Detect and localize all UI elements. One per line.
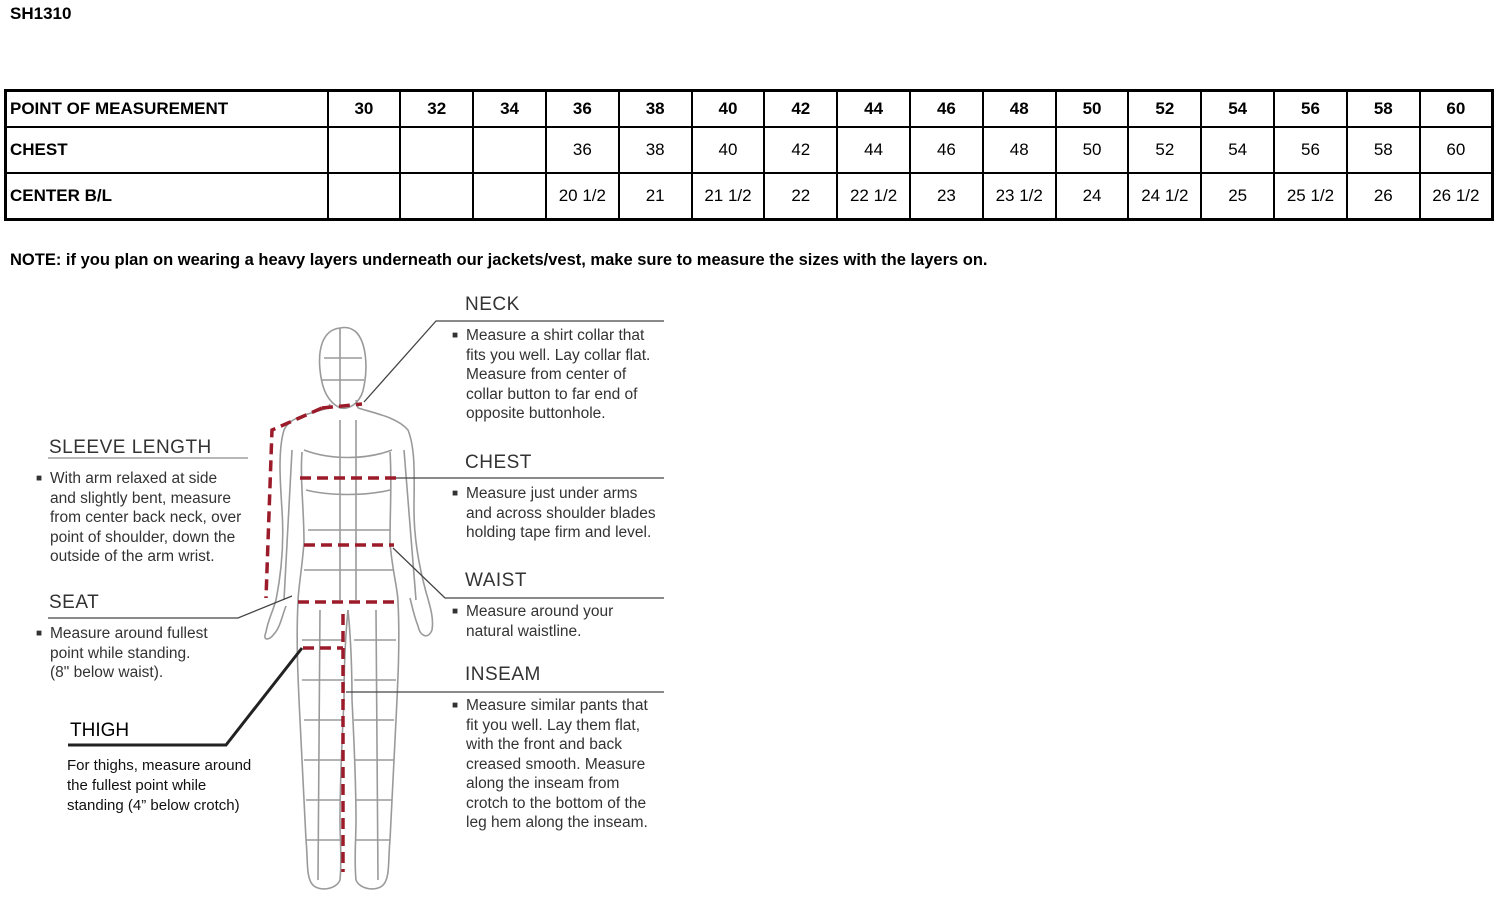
inseam-line: fit you well. Lay them flat, [466, 716, 641, 734]
layer-note: NOTE: if you plan on wearing a heavy layers underneath our jackets/vest, make sure to measure the sizes with the layers on. [10, 251, 988, 269]
seat-line: point while standing. [50, 644, 191, 662]
sleeve-length-title: SLEEVE LENGTH [49, 437, 212, 458]
table-cell: 46 [910, 127, 983, 173]
chest-description [452, 484, 656, 543]
header-label: POINT OF MEASUREMENT [6, 91, 328, 128]
size-header-cell: 52 [1128, 91, 1201, 128]
chest-title: CHEST [465, 452, 532, 473]
table-cell [400, 127, 473, 173]
table-cell: 52 [1128, 127, 1201, 173]
sleeve-line: With arm relaxed at side [50, 470, 218, 487]
inseam-description [452, 696, 648, 833]
size-header-cell: 46 [910, 91, 983, 128]
table-cell: 23 [910, 173, 983, 220]
thigh-title: THIGH [70, 720, 130, 741]
table-cell: 22 [764, 173, 837, 220]
inseam-line: Measure similar pants that [466, 697, 648, 714]
waist-line: Measure around your [466, 603, 614, 620]
row-label: CHEST [6, 127, 328, 173]
table-cell: 25 [1201, 173, 1274, 220]
square-bullet-icon: ■ [452, 700, 459, 711]
square-bullet-icon: ■ [36, 473, 43, 484]
square-bullet-icon: ■ [452, 488, 459, 499]
neck-line: Measure a shirt collar that [466, 327, 645, 344]
table-cell: 21 1/2 [692, 173, 765, 220]
waist-description [452, 602, 614, 641]
table-cell [328, 127, 401, 173]
waist-title: WAIST [465, 570, 527, 591]
table-cell: 58 [1347, 127, 1420, 173]
sleeve-line: from center back neck, over [50, 509, 242, 526]
sleeve-line: outside of the arm wrist. [50, 548, 215, 565]
thigh-line: For thighs, measure around [67, 757, 252, 774]
inseam-title: INSEAM [465, 664, 541, 685]
table-cell: 54 [1201, 127, 1274, 173]
inseam-line: leg hem along the inseam. [466, 814, 648, 831]
size-header-cell: 38 [619, 91, 692, 128]
inseam-line: along the inseam from [466, 775, 620, 792]
size-header-cell: 54 [1201, 91, 1274, 128]
table-cell: 20 1/2 [546, 173, 619, 220]
inseam-line: creased smooth. Measure [466, 755, 646, 773]
size-header-cell: 32 [400, 91, 473, 128]
thigh-line: standing (4” below crotch) [67, 797, 240, 814]
table-cell [400, 173, 473, 220]
table-cell: 26 1/2 [1420, 173, 1493, 220]
thigh-description [67, 756, 251, 816]
table-cell [473, 127, 546, 173]
size-header-cell: 36 [546, 91, 619, 128]
table-cell [473, 173, 546, 220]
table-row [6, 173, 1493, 220]
table-cell: 24 1/2 [1128, 173, 1201, 220]
table-cell: 40 [692, 127, 765, 173]
table-cell: 21 [619, 173, 692, 220]
table-cell: 42 [764, 127, 837, 173]
neck-line: fits you well. Lay collar flat. [466, 346, 651, 364]
table-header-row [6, 91, 1493, 128]
seat-line: (8" below waist). [50, 664, 164, 681]
size-header-cell: 60 [1420, 91, 1493, 128]
sleeve-length-description [36, 469, 242, 567]
seat-line: Measure around fullest [50, 625, 208, 642]
neck-line: Measure from center of [466, 366, 627, 383]
neck-line: opposite buttonhole. [466, 405, 606, 422]
table-cell [328, 173, 401, 220]
sleeve-line: point of shoulder, down the [50, 528, 236, 546]
inseam-line: with the front and back [466, 736, 622, 753]
table-cell: 50 [1056, 127, 1129, 173]
square-bullet-icon: ■ [452, 330, 459, 341]
seat-title: SEAT [49, 592, 100, 613]
size-header-cell: 40 [692, 91, 765, 128]
neck-line: collar button to far end of [466, 385, 638, 403]
size-header-cell: 42 [764, 91, 837, 128]
table-cell: 60 [1420, 127, 1493, 173]
square-bullet-icon: ■ [36, 628, 43, 639]
inseam-line: crotch to the bottom of the [466, 794, 647, 812]
size-header-cell: 30 [328, 91, 401, 128]
table-cell: 23 1/2 [983, 173, 1056, 220]
sleeve-line: and slightly bent, measure [50, 489, 231, 507]
table-cell: 24 [1056, 173, 1129, 220]
thigh-line: the fullest point while [67, 777, 207, 794]
table-cell: 25 1/2 [1274, 173, 1347, 220]
size-header-cell: 56 [1274, 91, 1347, 128]
model-code: SH1310 [10, 4, 72, 23]
size-header-cell: 58 [1347, 91, 1420, 128]
table-cell: 22 1/2 [837, 173, 910, 220]
waist-line: natural waistline. [466, 622, 582, 640]
neck-description [452, 326, 651, 424]
size-header-cell: 44 [837, 91, 910, 128]
size-chart-table [4, 89, 1494, 221]
neck-title: NECK [465, 294, 520, 315]
table-cell: 48 [983, 127, 1056, 173]
seat-description [36, 624, 208, 683]
square-bullet-icon: ■ [452, 606, 459, 617]
chest-line: holding tape firm and level. [466, 524, 652, 541]
table-cell: 38 [619, 127, 692, 173]
table-cell: 26 [1347, 173, 1420, 220]
size-header-cell: 48 [983, 91, 1056, 128]
row-label: CENTER B/L [6, 173, 328, 220]
chest-line: Measure just under arms [466, 485, 638, 502]
chest-line: and across shoulder blades [466, 504, 656, 522]
size-header-cell: 34 [473, 91, 546, 128]
table-cell: 36 [546, 127, 619, 173]
table-cell: 44 [837, 127, 910, 173]
table-cell: 56 [1274, 127, 1347, 173]
table-row [6, 127, 1493, 173]
size-header-cell: 50 [1056, 91, 1129, 128]
